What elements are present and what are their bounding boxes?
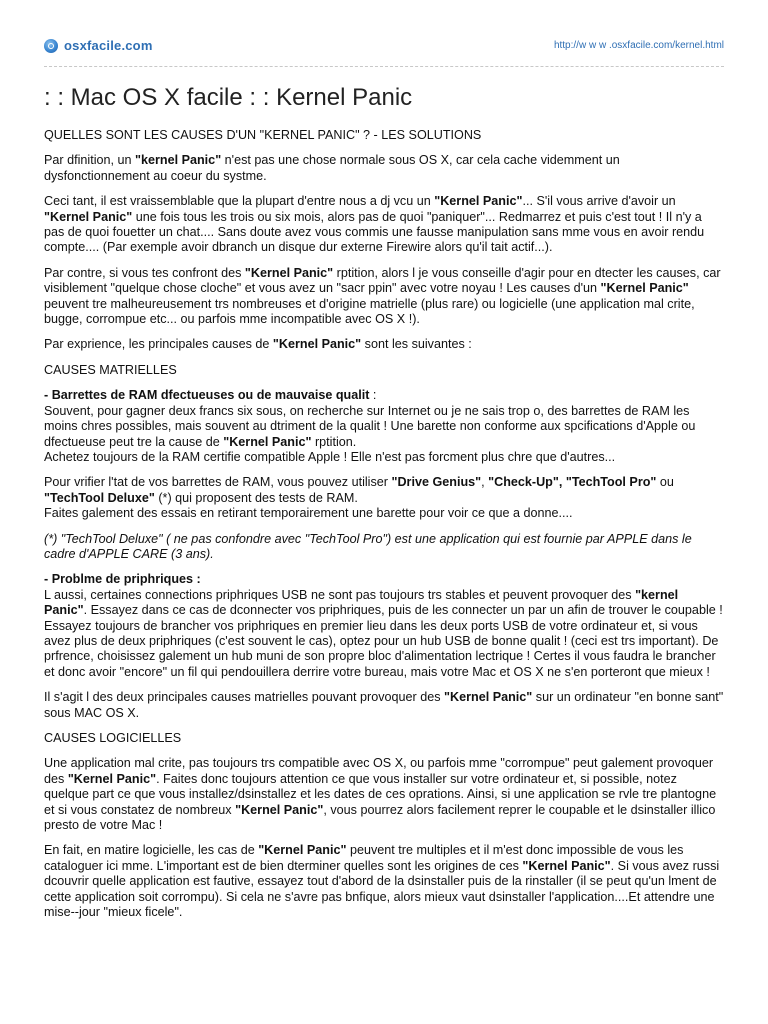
section-heading-hardware: CAUSES MATRIELLES [44, 362, 177, 377]
paragraph-footnote: (*) "TechTool Deluxe" ( ne pas confondre avec "TechTool Pro") est une application qui est fournie par APPLE dans le cadre d'APPLE CARE (3 ans). [44, 531, 692, 561]
paragraph-final: En fait, en matire logicielle, les cas de "Kernel Panic" peuvent tre multiples et il m'est donc impossible de vous les cataloguer ici mme. L'important est de bien dterminer quelles sont les origines de ces "Kernel Panic". Si vous avez russi dcouvrir quelle application est fautive, essayez tout d'abord de la dsinstaller puis de la rinstaller (il se peut qu'un lment de cette application soit corrompu). Si cela ne s'avre pas bnfique, alors mieux vaut dsinstaller l'application....Et attendre une mise--jour "mieux ficele". [44, 843, 720, 920]
paragraph-definition: Par dfinition, un "kernel Panic" n'est pas une chose normale sous OS X, car cela cache videmment un dysfonctionnement au coeur du systme. [44, 153, 620, 183]
header-divider [44, 66, 724, 67]
paragraph-two-causes: Il s'agit l des deux principales causes matrielles pouvant provoquer des "Kernel Panic" sur un ordinateur "en bonne sant" sous MAC OS X. [44, 690, 724, 720]
paragraph-main-causes: Par exprience, les principales causes de "Kernel Panic" sont les suivantes : [44, 337, 472, 352]
paragraph-peripherals: - Problme de priphriques : L aussi, certaines connections priphriques USB ne sont pas toujours trs stables et peuvent provoquer des "kernel Panic". Essayez dans ce cas de dconnecter vos priphriques, puis de les connecter un par un afin de trouver le coupable ! Essayez toujours de brancher vos priphriques en premier lieu dans les deux ports USB de votre ordinateur et, si vous avez plus de deux priphriques (c'est souvent le cas), optez pour un hub USB de bonne qualit ! (ceci est trs important). De prfrence, choisissez galement un hub muni de son propre bloc d'alimentation lectrique ! Certes il vous faudra le brancher et donc avoir "encore" un fil qui pendouillera derrire votre bureau, mais votre Mac et OS X ne s'en porteront que mieux ! [44, 572, 723, 679]
page-url-link[interactable]: http://w w w .osxfacile.com/kernel.html [553, 40, 724, 51]
paragraph-experience: Ceci tant, il est vraissemblable que la plupart d'entre nous a dj vcu un "Kernel Panic"... S'il vous arrive d'avoir un "Kernel Panic" une fois tous les trois ou six mois, alors pas de quoi "paniquer"... Redmarrez et puis c'est tout ! Il n'y a pas de quoi fouetter un chat.... Sans doute avez vous commis une fausse manipulation sans mme vous en avoir rendu compte.... (Par exemple avoir dbranch un disque dur externe Firewire alors qu'il tait actif...). [44, 194, 705, 255]
page-header [44, 38, 724, 60]
subtitle: QUELLES SONT LES CAUSES D'UN "KERNEL PANIC" ? - LES SOLUTIONS [44, 128, 482, 142]
site-brand[interactable] [44, 38, 153, 53]
paragraph-ram-test: Pour vrifier l'tat de vos barrettes de RAM, vous pouvez utiliser "Drive Genius", "Check-Up", "TechTool Pro" ou "TechTool Deluxe" (*) qui proposent des tests de RAM. Faites galement des essais en retirant temporairement une barette pour voir ce que a donne.... [44, 475, 674, 521]
paragraph-ram: - Barrettes de RAM dfectueuses ou de mauvaise qualit : Souvent, pour gagner deux francs six sous, on recherche sur Internet ou je ne sais trop o, des barrettes de RAM les moins chres possibles, mais souvent au dtriment de la qualit ! Une barette non conforme aux spcifications d'Apple ou dfectueuse peut tre la cause de "Kernel Panic" rptition. Achetez toujours de la RAM certifie compatible Apple ! Elle n'est pas forcment plus chre que d'autres... [44, 388, 696, 464]
page-title: : : Mac OS X facile : : Kernel Panic [44, 84, 413, 111]
article-body [44, 84, 724, 930]
section-heading-software: CAUSES LOGICIELLES [44, 731, 182, 745]
site-name: osxfacile.com [64, 38, 153, 53]
paragraph-repetition: Par contre, si vous tes confront des "Kernel Panic" rptition, alors l je vous conseille d'agir pour en dtecter les causes, car visiblement "quelque chose cloche" et vous avez un "sacr ppin" avec votre noyau ! Les causes d'un "Kernel Panic" peuvent tre malheureusement trs nombreuses et d'origine matrielle (plus rare) ou logicielle (une application mal crite, bugge, corrompue etc... ou parfois mme incompatible avec OS X !). [44, 265, 721, 327]
globe-icon [44, 39, 58, 53]
paragraph-software: Une application mal crite, pas toujours trs compatible avec OS X, ou parfois mme "corrompue" peut galement provoquer des "Kernel Panic". Faites donc toujours attention ce que vous installer sur votre ordinateur et, si possible, notez quelque part ce que vous installez/dsinstallez et les dates de ces oprations. Ainsi, si une application se rvle tre plantogne et si vous constatez de nombreux "Kernel Panic", vous pourrez alors facilement reprer le coupable et le dsinstaller illico presto de votre Mac ! [44, 756, 717, 833]
